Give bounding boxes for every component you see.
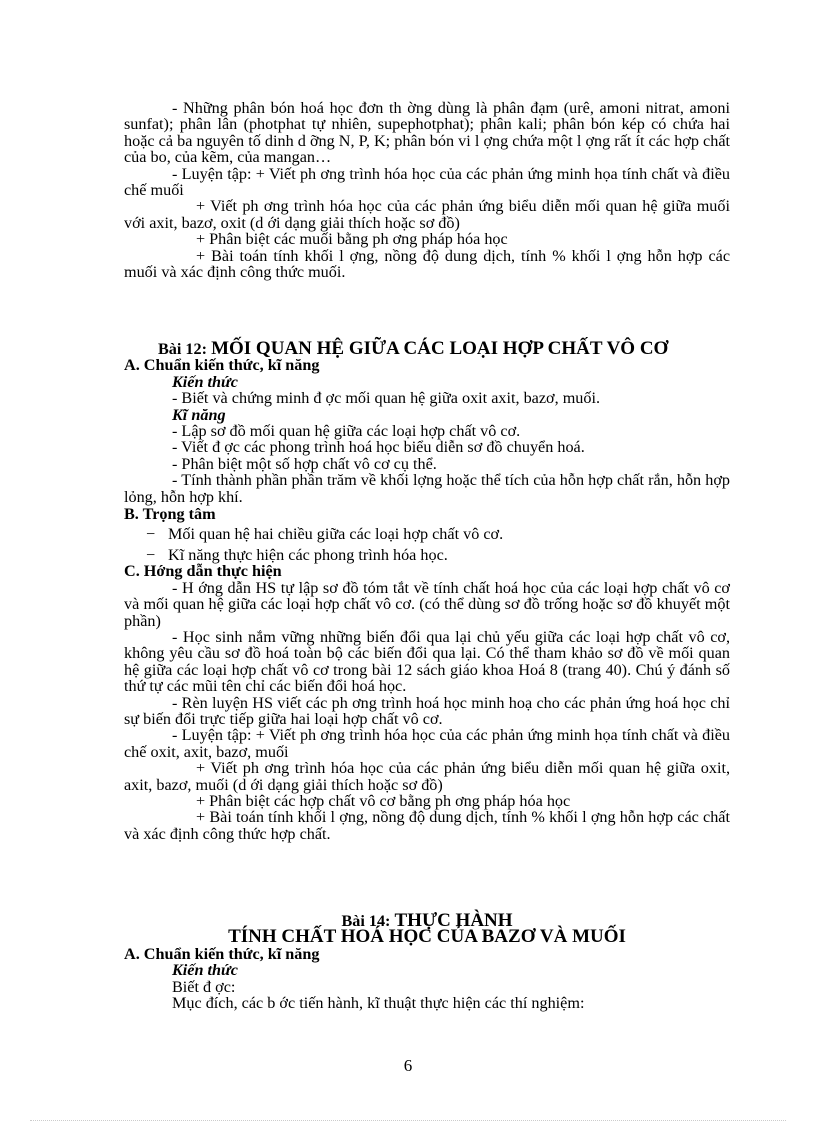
- practice-item: + Bài toán tính khối l ợng, nồng độ dung dịch, tính % khối l ợng hỗn hợp các chất và xác định công thức hợp chất.: [124, 808, 730, 843]
- dash-symbol: −: [146, 545, 156, 564]
- lesson-12-heading: [124, 338, 730, 359]
- skill-item: - Lập sơ đồ mối quan hệ giữa các loại hợp chất vô cơ.: [172, 422, 521, 441]
- guide-item: - Rèn luyện HS viết các ph ơng trình hoá học minh hoạ cho các phản ứng hoá học chỉ sự biến đổi trực tiếp giữa hai loại hợp chất vô cơ.: [124, 693, 730, 728]
- knowledge-item: Mục đích, các b ớc tiến hành, kĩ thuật thực hiện các thí nghiệm:: [172, 994, 585, 1013]
- guide-item: - H ớng dẫn HS tự lập sơ đồ tóm tắt về tính chất hoá học của các loại hợp chất vô cơ và mối quan hệ giữa các loại hợp chất vô cơ. (có thể dùng sơ đồ trống hoặc sơ đồ khuyết một phần): [124, 578, 730, 630]
- focus-text: Kĩ năng thực hiện các phong trình hóa học.: [168, 545, 448, 564]
- focus-item: [146, 526, 730, 542]
- focus-text: Mối quan hệ hai chiều giữa các loại hợp chất vô cơ.: [168, 525, 504, 544]
- lesson-title-line1: THỰC HÀNH: [394, 910, 513, 931]
- section-b-heading: B. Trọng tâm: [124, 505, 216, 524]
- fertilizer-section: [124, 100, 730, 280]
- knowledge-item: - Biết và chứng minh đ ợc mối quan hệ giữa oxit axit, bazơ, muối.: [172, 389, 601, 408]
- lesson-12: [124, 338, 730, 843]
- skill-item: - Tính thành phần phần trăm về khối lợng hoặc thể tích của hỗn hợp chất rắn, hỗn hợp lỏng, hỗn hợp khí.: [124, 471, 730, 506]
- skills-label: Kĩ năng: [172, 405, 226, 424]
- knowledge-label: Kiến thức: [172, 372, 238, 391]
- section-c-heading: C. Hớng dẫn thực hiện: [124, 562, 282, 581]
- lesson-title: MỐI QUAN HỆ GIỮA CÁC LOẠI HỢP CHẤT VÔ CƠ: [211, 338, 669, 359]
- knowledge-label: Kiến thức: [172, 961, 238, 980]
- section-a-heading: A. Chuẩn kiến thức, kĩ năng: [124, 944, 320, 963]
- skill-item: - Viết đ ợc các phong trình hoá học biểu diễn sơ đồ chuyển hoá.: [172, 438, 585, 457]
- focus-list: [124, 526, 730, 563]
- lesson-label: Bài 14:: [341, 912, 391, 930]
- practice-paragraph: - Luyện tập: + Viết ph ơng trình hóa học của các phản ứng minh họa tính chất và điều chế muối: [124, 164, 730, 200]
- page-number: 6: [403, 1056, 413, 1075]
- guide-item: - Học sinh nắm vững những biến đổi qua lại chủ yếu giữa các loại hợp chất vô cơ, không yêu cầu sơ đồ hoá toàn bộ các biến đổi qua lại. Có thể tham khảo sơ đồ về mối quan hệ giữa các loại hợp chất vô cơ trong bài 12 sách giáo khoa Hoá 8 (trang 40). Chú ý đánh số thứ tự các mũi tên chỉ các biến đổi hoá học.: [124, 627, 730, 696]
- lesson-14-subtitle-row: [124, 926, 730, 948]
- practice-item: + Phân biệt các hợp chất vô cơ bằng ph ơng pháp hóa học: [196, 791, 571, 810]
- practice-item: + Viết ph ơng trình hóa học của các phản ứng biểu diễn mối quan hệ giữa muối với axit, bazơ, oxit (d ới dạng giải thích hoặc sơ đồ): [124, 197, 730, 232]
- bottom-divider: [30, 1120, 786, 1121]
- fertilizer-paragraph: - Những phân bón hoá học đơn th ờng dùng là phân đạm (urê, amoni nitrat, amoni sunfat); phân lân (photphat tự nhiên, supephotphat); phân kali; phân bón kép có chứa hai hoặc cả ba nguyên tố dinh d ỡng N, P, K; phân bón vi l ợng chứa một l ợng rất ít các hợp chất của bo, của kẽm, của mangan…: [124, 99, 730, 167]
- practice-item: + Bài toán tính khối l ợng, nồng độ dung dịch, tính % khối l ợng hỗn hợp các muối và xác định công thức muối.: [124, 246, 730, 282]
- lesson-label: Bài 12:: [158, 340, 208, 358]
- skill-item: - Phân biệt một số hợp chất vô cơ cụ thể.: [172, 454, 437, 473]
- dash-symbol: −: [146, 525, 156, 544]
- practice-item: + Viết ph ơng trình hóa học của các phản ứng biểu diễn mối quan hệ giữa oxit, axit, bazơ, muối (d ới dạng giải thích hoặc sơ đồ): [124, 759, 730, 794]
- focus-item: [146, 547, 730, 563]
- lesson-title-line2: TÍNH CHẤT HOÁ HỌC CỦA BAZƠ VÀ MUỐI: [228, 926, 626, 948]
- section-a-heading: A. Chuẩn kiến thức, kĩ năng: [124, 356, 320, 375]
- lesson-14: [124, 910, 730, 1013]
- guide-item: - Luyện tập: + Viết ph ơng trình hóa học của các phản ứng minh họa tính chất và điều chế oxit, axit, bazơ, muối: [124, 726, 730, 761]
- knowledge-intro: Biết đ ợc:: [172, 977, 236, 996]
- practice-item: + Phân biệt các muối bằng ph ơng pháp hóa học: [196, 230, 508, 249]
